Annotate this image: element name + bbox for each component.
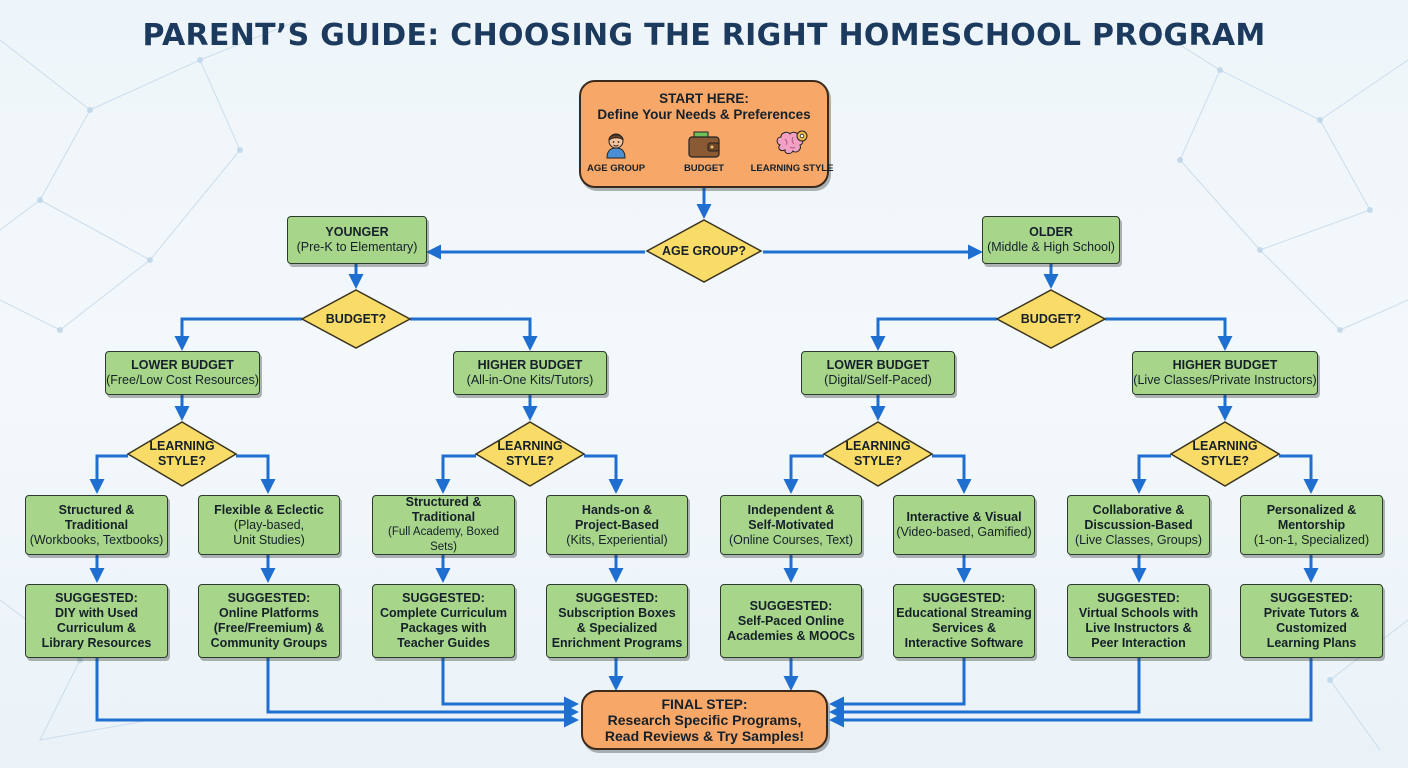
budget-node-older-lower — [801, 351, 955, 395]
suggestion-line3: & Specialized — [576, 621, 658, 635]
younger-sub: (Pre-K to Elementary) — [296, 240, 418, 254]
style-line3: (Kits, Experiential) — [566, 532, 668, 547]
suggestion-line3: Packages with — [400, 621, 487, 635]
style-node-3 — [372, 495, 515, 555]
suggestion-line4: Library Resources — [41, 636, 152, 650]
age-group-item — [581, 129, 651, 177]
suggestion-line2: Online Platforms — [218, 606, 320, 620]
style-line3: (1-on-1, Specialized) — [1253, 532, 1370, 547]
budget-item — [669, 129, 739, 177]
budget-title: LOWER BUDGET — [131, 358, 234, 372]
suggestion-line2: DIY with Used — [54, 606, 139, 620]
suggestion-line1: SUGGESTED: — [749, 598, 833, 613]
suggestion-line1: SUGGESTED: — [922, 591, 1006, 605]
start-icons — [581, 129, 834, 177]
child-icon — [601, 129, 631, 159]
style-line3: (Online Courses, Text) — [728, 532, 854, 547]
brain-gear-icon — [773, 129, 811, 159]
learning-line2: STYLE? — [1201, 454, 1249, 468]
style-line1: Interactive & Visual — [906, 510, 1022, 524]
budget-sub: (Live Classes/Private Instructors) — [1133, 373, 1317, 387]
budget-title: HIGHER BUDGET — [477, 358, 583, 372]
younger-title: YOUNGER — [325, 225, 389, 239]
budget-label: BUDGET — [683, 163, 725, 174]
suggestion-line1: SUGGESTED: — [575, 591, 659, 605]
style-line2: Traditional — [411, 510, 476, 524]
learning-line2: STYLE? — [854, 454, 902, 468]
suggestion-line3: (Free/Freemium) & — [213, 621, 325, 635]
suggestion-node-8 — [1240, 584, 1383, 658]
suggestion-line3: Services & — [932, 621, 996, 635]
start-node — [579, 80, 834, 188]
style-line3: Unit Studies) — [233, 532, 305, 547]
style-line3: (Live Classes, Groups) — [1074, 532, 1203, 547]
learning-style-question — [845, 439, 910, 469]
suggestion-line3: Academies & MOOCs — [727, 628, 855, 643]
style-node-6 — [893, 495, 1035, 555]
budget-question: BUDGET? — [325, 311, 387, 326]
suggestion-line3: Curriculum & — [56, 621, 137, 635]
older-title: OLDER — [1029, 225, 1073, 239]
suggestion-node-3 — [372, 584, 515, 658]
learning-style-decision-4 — [1169, 420, 1281, 488]
suggestion-line2: Private Tutors & — [1263, 606, 1360, 620]
suggestion-node-6 — [893, 584, 1035, 658]
learning-line2: STYLE? — [506, 454, 554, 468]
suggestion-line2: Self-Paced Online — [737, 613, 845, 628]
budget-title: HIGHER BUDGET — [1172, 358, 1278, 372]
budget-sub: (Free/Low Cost Resources) — [106, 373, 259, 387]
learning-line2: STYLE? — [158, 454, 206, 468]
budget-sub: (All-in-One Kits/Tutors) — [466, 373, 594, 387]
learning-style-question — [149, 439, 214, 469]
style-node-1 — [25, 495, 168, 555]
younger-node — [287, 216, 427, 264]
style-line2: (Video-based, Gamified) — [896, 525, 1032, 539]
final-line2: Research Specific Programs, — [607, 712, 802, 728]
suggestion-node-4 — [546, 584, 688, 658]
final-line1: FINAL STEP: — [661, 696, 748, 712]
style-line1: Independent & — [747, 502, 835, 517]
learning-line1: LEARNING — [497, 439, 563, 453]
style-line1: Collaborative & — [1092, 502, 1185, 517]
budget-sub: (Digital/Self-Paced) — [824, 373, 932, 387]
style-line1: Structured & — [405, 495, 482, 509]
wallet-icon — [686, 129, 722, 159]
suggestion-node-2 — [198, 584, 340, 658]
learning-style-question — [497, 439, 562, 469]
suggestion-line2: Complete Curriculum — [379, 606, 508, 620]
suggestion-line1: SUGGESTED: — [55, 591, 138, 605]
suggestion-line4: Interactive Software — [904, 636, 1024, 650]
suggestion-line4: Learning Plans — [1266, 636, 1357, 650]
learning-style-question — [1192, 439, 1257, 469]
start-line2: Define Your Needs & Preferences — [597, 107, 811, 122]
style-line2: Project-Based — [574, 517, 660, 532]
suggestion-line3: Customized — [1276, 621, 1347, 635]
style-line1: Structured & — [58, 502, 135, 517]
style-node-5 — [720, 495, 862, 555]
suggestion-line2: Subscription Boxes — [558, 606, 676, 620]
suggestion-line4: Teacher Guides — [397, 636, 490, 650]
learning-style-decision-3 — [822, 420, 934, 488]
suggestion-line2: Virtual Schools with — [1078, 606, 1199, 620]
style-node-2 — [198, 495, 340, 555]
budget-node-younger-lower — [105, 351, 260, 395]
learning-style-label: LEARNING STYLE — [750, 163, 834, 174]
learning-style-item — [750, 129, 834, 177]
suggestion-line4: Enrichment Programs — [551, 636, 683, 650]
final-line3: Read Reviews & Try Samples! — [604, 728, 805, 744]
learning-style-decision-2 — [474, 420, 586, 488]
style-line2: Mentorship — [1277, 517, 1346, 532]
older-sub: (Middle & High School) — [987, 240, 1115, 254]
suggestion-node-5 — [720, 584, 862, 658]
style-line2: (Play-based, — [233, 517, 305, 532]
suggestion-line1: SUGGESTED: — [1097, 591, 1180, 605]
older-node — [982, 216, 1120, 264]
budget-question: BUDGET? — [1020, 311, 1082, 326]
style-line2: Self-Motivated — [748, 517, 834, 532]
suggestion-line3: Live Instructors & — [1085, 621, 1192, 635]
suggestion-node-1 — [25, 584, 168, 658]
suggestion-line1: SUGGESTED: — [1270, 591, 1353, 605]
learning-line1: LEARNING — [1192, 439, 1258, 453]
learning-line1: LEARNING — [845, 439, 911, 453]
suggestion-line4: Peer Interaction — [1091, 636, 1186, 650]
page-title: PARENT’S GUIDE: CHOOSING THE RIGHT HOMESCHOOL PROGRAM — [142, 18, 1266, 53]
learning-line1: LEARNING — [149, 439, 215, 453]
age-group-question: AGE GROUP? — [661, 243, 747, 258]
style-node-8 — [1240, 495, 1383, 555]
final-step-node — [581, 690, 828, 750]
budget-decision-older — [995, 288, 1107, 350]
budget-node-older-higher — [1132, 351, 1318, 395]
learning-style-decision-1 — [126, 420, 238, 488]
style-line3: (Workbooks, Textbooks) — [29, 532, 164, 547]
start-line1: START HERE: — [659, 91, 749, 106]
suggestion-line4: Community Groups — [210, 636, 328, 650]
budget-title: LOWER BUDGET — [826, 358, 930, 372]
age-group-label: AGE GROUP — [586, 163, 646, 174]
style-line2: Traditional — [64, 517, 129, 532]
suggestion-line2: Educational Streaming — [896, 606, 1032, 620]
style-line2: Discussion-Based — [1084, 517, 1193, 532]
suggestion-node-7 — [1067, 584, 1210, 658]
budget-node-younger-higher — [453, 351, 607, 395]
style-line1: Hands-on & — [581, 502, 653, 517]
style-line1: Personalized & — [1266, 502, 1357, 517]
style-node-4 — [546, 495, 688, 555]
style-line3: (Full Academy, Boxed Sets) — [387, 526, 499, 553]
age-group-decision — [645, 218, 763, 284]
style-node-7 — [1067, 495, 1210, 555]
suggestion-line1: SUGGESTED: — [402, 591, 485, 605]
budget-decision-younger — [300, 288, 412, 350]
suggestion-line1: SUGGESTED: — [227, 591, 311, 605]
style-line1: Flexible & Eclectic — [214, 502, 324, 517]
